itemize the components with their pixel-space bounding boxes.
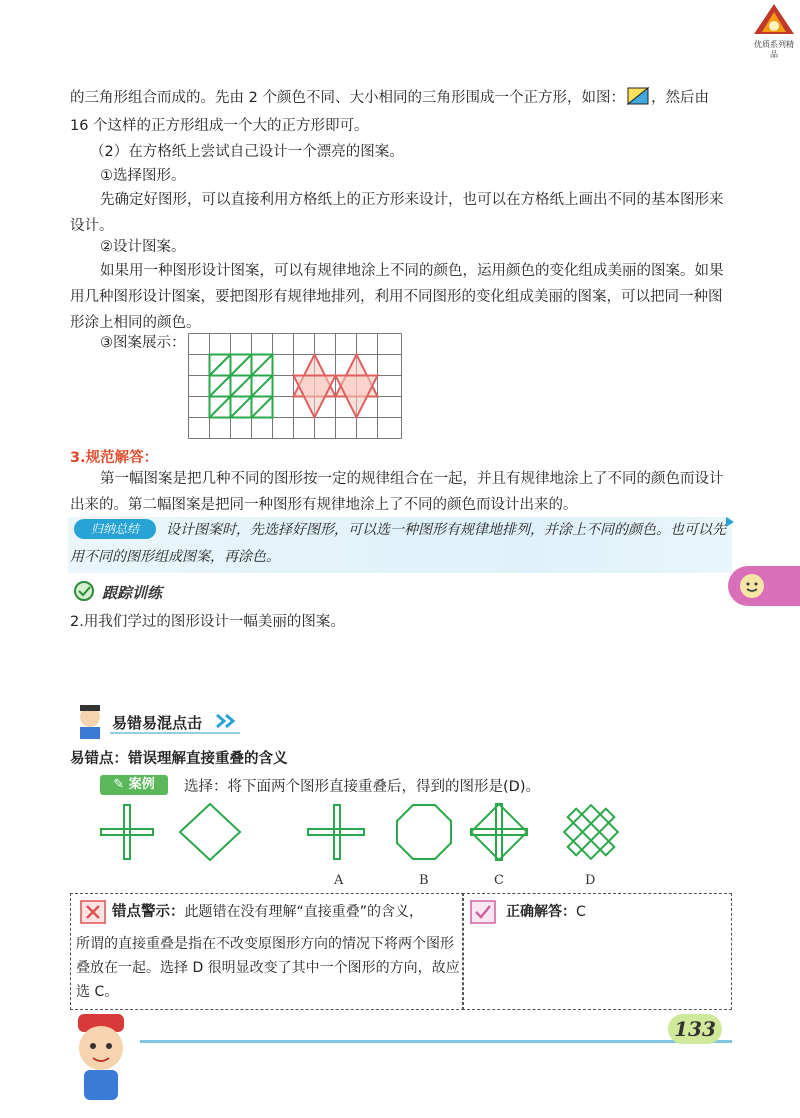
intro-text-a: 的三角形组合而成的。先由 2 个颜色不同、大小相同的三角形围成一个正方形，如图： xyxy=(70,90,625,106)
page-number: 133 xyxy=(668,1014,722,1044)
side-tab xyxy=(728,566,800,606)
warning-text-1: 此题错在没有理解“直接重叠”的含义， xyxy=(184,904,424,920)
pencil-icon: ✎ xyxy=(113,777,125,792)
step3-title: ③图案展示： xyxy=(100,335,186,351)
step2-text xyxy=(70,258,732,336)
mistakes-underline xyxy=(110,732,240,734)
correct-answer xyxy=(506,900,726,924)
correct-value: C xyxy=(576,904,586,920)
cross-mark-icon xyxy=(80,900,106,924)
training-title: 跟踪训练 xyxy=(102,584,163,602)
summary-paragraph: 设计图案时，先选择好图形，可以选一种图形有规律地排列，并涂上不同的颜色。也可以先用不同的图形组成图案，再涂色。 xyxy=(70,522,726,565)
summary-text xyxy=(70,517,732,571)
footer-line xyxy=(140,1040,732,1043)
pattern-grid-figure xyxy=(188,333,402,439)
intro-line-2: 16 个这样的正方形组成一个大的正方形即可。 xyxy=(70,118,369,134)
case-label: 案例 xyxy=(128,777,155,792)
option-d-label: D xyxy=(585,873,596,888)
two-triangle-square-icon xyxy=(627,87,649,105)
answer3-text xyxy=(70,466,732,518)
correct-label: 正确解答： xyxy=(506,904,576,920)
plus-shape-original xyxy=(101,805,153,859)
check-mark-icon xyxy=(470,900,496,924)
option-b-shape xyxy=(397,805,451,859)
intro-text-b: ，然后由 xyxy=(650,90,709,106)
green-pattern xyxy=(210,355,273,418)
option-c-shape xyxy=(471,804,527,860)
shapes-row xyxy=(96,800,632,866)
warning-label: 错点警示： xyxy=(112,904,185,920)
logo-flame-icon xyxy=(752,2,796,36)
option-a-label: A xyxy=(334,873,344,888)
student-mascot-icon xyxy=(70,703,110,741)
option-d-shape xyxy=(564,805,618,859)
case-tag xyxy=(100,775,168,795)
intro-line-1 xyxy=(70,85,732,111)
step1-paragraph: 先确定好图形，可以直接利用方格纸上的正方形来设计，也可以在方格纸上画出不同的基本图形来设计。 xyxy=(70,192,724,234)
option-b-label: B xyxy=(419,873,429,888)
mistakes-title: 易错易混点击 xyxy=(112,714,203,732)
diamond-shape-original xyxy=(180,804,240,860)
mascot-boy-icon xyxy=(66,1010,136,1102)
step1-text xyxy=(70,187,732,239)
option-a-shape xyxy=(308,805,364,859)
answer3-paragraph: 第一幅图案是把几种不同的图形按一定的规律组合在一起，并且有规律地涂上了不同的颜色而设计出来的。第二幅图案是把同一种图形有规律地涂上了不同的颜色而设计出来的。 xyxy=(70,471,724,513)
smiley-icon xyxy=(732,566,772,606)
part2-title: （2）在方格纸上尝试自己设计一个漂亮的图案。 xyxy=(90,144,404,160)
warning-text-2: 所谓的直接重叠是指在不改变原图形方向的情况下将两个图形叠放在一起。选择 D 很明显改变了其中一个图形的方向，故应选 C。 xyxy=(76,936,460,1000)
case-text: 选择：将下面两个图形直接重叠后，得到的图形是(D)。 xyxy=(184,779,540,795)
answer3-title: 3.规范解答： xyxy=(70,450,159,466)
logo-text: 优质系列精品 xyxy=(754,40,794,59)
training-icon xyxy=(70,580,98,602)
step2-paragraph: 如果用一种图形设计图案，可以有规律地涂上不同的颜色，运用颜色的变化组成美丽的图案。如果用几种图形设计图案，要把图形有规律地排列，利用不同图形的变化组成美丽的图案，可以把同一种图形涂上相同的颜色。 xyxy=(70,263,724,331)
mistake-point: 易错点：错误理解直接重叠的含义 xyxy=(70,751,288,767)
training-question-2: 2.用我们学过的图形设计一幅美丽的图案。 xyxy=(70,614,345,630)
double-chevron-icon xyxy=(215,714,239,728)
step1-title: ①选择图形。 xyxy=(100,168,186,184)
arrow-right-icon xyxy=(726,517,734,527)
step2-title: ②设计图案。 xyxy=(100,239,186,255)
option-c-label: C xyxy=(494,873,504,888)
summary-label: 归纳总结 xyxy=(74,519,156,539)
publisher-logo xyxy=(752,2,796,59)
warning-line-1 xyxy=(112,900,460,924)
